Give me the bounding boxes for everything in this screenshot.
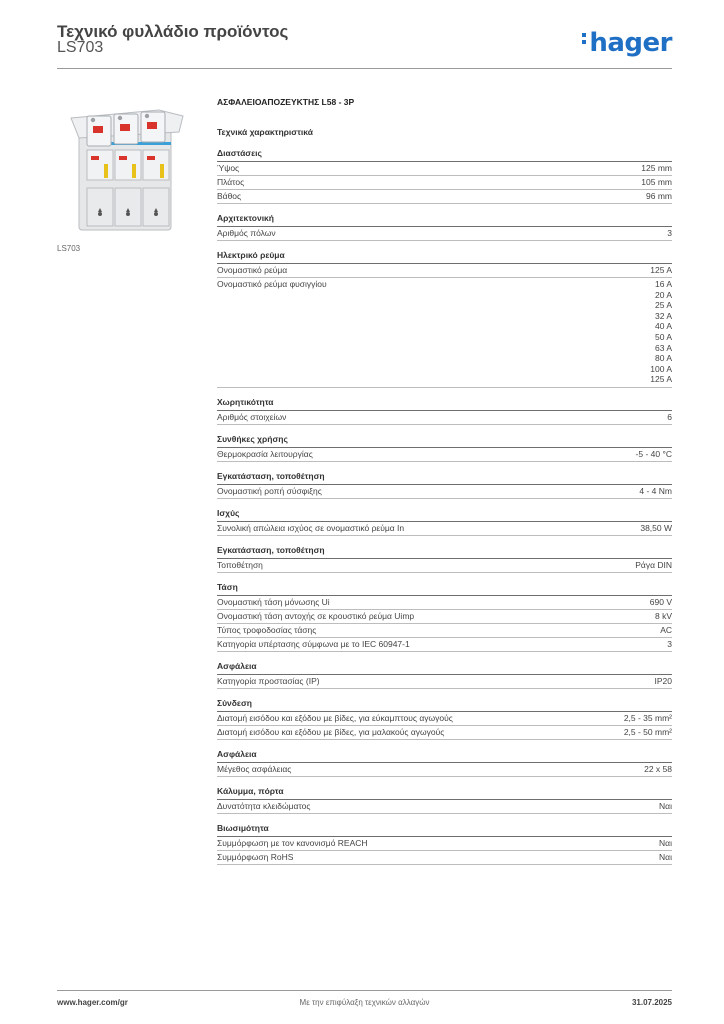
spec-group-title: Ηλεκτρικό ρεύμα bbox=[217, 250, 672, 264]
spec-group-title: Ασφάλεια bbox=[217, 661, 672, 675]
logo-text: hager bbox=[589, 28, 672, 58]
spec-row bbox=[217, 675, 672, 689]
spec-value: 2,5 - 35 mm² bbox=[623, 712, 672, 723]
spec-value: 8 kV bbox=[654, 610, 672, 621]
spec-group bbox=[217, 213, 672, 241]
spec-label: Ονομαστική τάση μόνωσης Ui bbox=[217, 596, 330, 607]
spec-row bbox=[217, 712, 672, 726]
spec-value: 3 bbox=[667, 638, 672, 649]
spec-value: 125 mm bbox=[641, 163, 672, 173]
spec-label: Θερμοκρασία λειτουργίας bbox=[217, 448, 313, 459]
spec-label: Αριθμός πόλων bbox=[217, 228, 276, 238]
spec-value: 80 A bbox=[654, 353, 672, 364]
spec-label: Κατηγορία προστασίας (IP) bbox=[217, 675, 320, 686]
spec-value: 96 mm bbox=[646, 191, 672, 201]
spec-group bbox=[217, 545, 672, 573]
spec-value: 40 A bbox=[654, 321, 672, 332]
spec-group bbox=[217, 749, 672, 777]
spec-row bbox=[217, 190, 672, 204]
spec-group-title: Εγκατάσταση, τοποθέτηση bbox=[217, 545, 672, 559]
footer-divider bbox=[57, 990, 672, 991]
spec-label: Διατομή εισόδου και εξόδου με βίδες, για μαλακούς αγωγούς bbox=[217, 726, 445, 737]
spec-group-title: Συνθήκες χρήσης bbox=[217, 434, 672, 448]
spec-group bbox=[217, 508, 672, 536]
spec-row bbox=[217, 559, 672, 573]
spec-row bbox=[217, 763, 672, 777]
spec-group-title: Ισχύς bbox=[217, 508, 672, 522]
spec-label: Κατηγορία υπέρτασης σύμφωνα με το IEC 60947-1 bbox=[217, 638, 410, 649]
spec-group bbox=[217, 434, 672, 462]
spec-row bbox=[217, 638, 672, 652]
spec-label: Ύψος bbox=[217, 163, 240, 173]
spec-value: 2,5 - 50 mm² bbox=[623, 726, 672, 737]
spec-value-list bbox=[650, 279, 672, 385]
spec-row bbox=[217, 278, 672, 388]
spec-group-title: Κάλυμμα, πόρτα bbox=[217, 786, 672, 800]
spec-label: Διατομή εισόδου και εξόδου με βίδες, για εύκαμπτους αγωγούς bbox=[217, 712, 453, 723]
spec-label: Μέγεθος ασφάλειας bbox=[217, 763, 292, 774]
spec-group bbox=[217, 823, 672, 865]
spec-value: 38,50 W bbox=[640, 522, 672, 533]
spec-value: IP20 bbox=[654, 675, 672, 686]
spec-group-title: Εγκατάσταση, τοποθέτηση bbox=[217, 471, 672, 485]
spec-value: 32 A bbox=[654, 310, 672, 321]
spec-group-title: Τάση bbox=[217, 582, 672, 596]
spec-label: Συμμόρφωση RoHS bbox=[217, 851, 294, 862]
spec-value: 125 A bbox=[650, 374, 672, 385]
spec-label: Ονομαστικό ρεύμα bbox=[217, 265, 288, 275]
spec-group bbox=[217, 471, 672, 499]
spec-row bbox=[217, 227, 672, 241]
spec-group bbox=[217, 698, 672, 740]
spec-label: Ονομαστικό ρεύμα φυσιγγίου bbox=[217, 279, 327, 289]
product-name: ΑΣΦΑΛΕΙΟΑΠΟΖΕΥΚΤΗΣ L58 - 3P bbox=[217, 97, 355, 107]
spec-label: Συνολική απώλεια ισχύος σε ονομαστικό ρεύμα In bbox=[217, 522, 405, 533]
spec-label: Ονομαστική τάση αντοχής σε κρουστικό ρεύμα Uimp bbox=[217, 610, 415, 621]
spec-value: 50 A bbox=[654, 331, 672, 342]
spec-row bbox=[217, 162, 672, 176]
spec-row bbox=[217, 726, 672, 740]
spec-group bbox=[217, 250, 672, 388]
page-footer bbox=[57, 998, 672, 1010]
spec-value: 100 A bbox=[650, 363, 672, 374]
spec-label: Τύπος τροφοδοσίας τάσης bbox=[217, 624, 317, 635]
spec-group bbox=[217, 582, 672, 652]
spec-label: Βάθος bbox=[217, 191, 242, 201]
spec-group bbox=[217, 148, 672, 204]
spec-value: 690 V bbox=[649, 596, 672, 607]
spec-group-title: Βιωσιμότητα bbox=[217, 823, 672, 837]
spec-group-title: Σύνδεση bbox=[217, 698, 672, 712]
spec-label: Ονομαστική ροπή σύσφιξης bbox=[217, 485, 322, 496]
spec-row bbox=[217, 624, 672, 638]
spec-row bbox=[217, 411, 672, 425]
spec-value: 63 A bbox=[654, 342, 672, 353]
spec-row bbox=[217, 176, 672, 190]
spec-value: 22 x 58 bbox=[644, 763, 672, 774]
spec-row bbox=[217, 522, 672, 536]
spec-value: 16 A bbox=[654, 279, 672, 289]
spec-value: Ναι bbox=[659, 837, 672, 848]
spec-row bbox=[217, 837, 672, 851]
spec-group-title: Ασφάλεια bbox=[217, 749, 672, 763]
spec-group-title: Χωρητικότητα bbox=[217, 397, 672, 411]
spec-group bbox=[217, 786, 672, 814]
spec-group bbox=[217, 397, 672, 425]
spec-row bbox=[217, 485, 672, 499]
page-header bbox=[57, 18, 672, 70]
spec-label: Συμμόρφωση με τον κανονισμό REACH bbox=[217, 837, 368, 848]
spec-value: Ράγα DIN bbox=[635, 559, 672, 570]
spec-value: Ναι bbox=[659, 800, 672, 811]
spec-label: Τοποθέτηση bbox=[217, 559, 263, 570]
document-title: Τεχνικό φυλλάδιο προϊόντος bbox=[57, 22, 289, 41]
spec-value: -5 - 40 °C bbox=[635, 448, 672, 459]
fuse-disconnector-image bbox=[57, 96, 197, 236]
spec-value: AC bbox=[660, 624, 672, 635]
spec-label: Δυνατότητα κλειδώματος bbox=[217, 800, 311, 811]
spec-value: 6 bbox=[667, 411, 672, 422]
footer-note: Με την επιφύλαξη τεχνικών αλλαγών bbox=[299, 998, 430, 1007]
footer-date: 31.07.2025 bbox=[631, 998, 672, 1007]
spec-group-title: Αρχιτεκτονική bbox=[217, 213, 672, 227]
spec-row bbox=[217, 851, 672, 865]
spec-row bbox=[217, 596, 672, 610]
logo-dots-icon bbox=[582, 30, 587, 47]
spec-label: Πλάτος bbox=[217, 177, 245, 187]
spec-value: 105 mm bbox=[641, 177, 672, 187]
header-divider bbox=[57, 68, 672, 69]
spec-value: 3 bbox=[667, 228, 672, 238]
spec-row bbox=[217, 448, 672, 462]
document-subtitle: LS703 bbox=[57, 39, 104, 56]
spec-group bbox=[217, 661, 672, 689]
spec-group-title: Διαστάσεις bbox=[217, 148, 672, 162]
spec-groups bbox=[217, 148, 672, 865]
website-link[interactable]: www.hager.com/gr bbox=[57, 998, 128, 1007]
specifications-panel bbox=[217, 96, 672, 874]
spec-value: 25 A bbox=[654, 300, 672, 311]
spec-label: Αριθμός στοιχείων bbox=[217, 411, 287, 422]
spec-value: 4 - 4 Nm bbox=[639, 485, 672, 496]
spec-value: Ναι bbox=[659, 851, 672, 862]
spec-row bbox=[217, 800, 672, 814]
spec-row bbox=[217, 264, 672, 278]
spec-value: 125 A bbox=[650, 265, 672, 275]
image-caption: LS703 bbox=[57, 244, 81, 253]
hager-logo bbox=[582, 28, 672, 58]
spec-value: 20 A bbox=[654, 289, 672, 300]
specs-section-title: Τεχνικά χαρακτηριστικά bbox=[217, 127, 313, 137]
spec-row bbox=[217, 610, 672, 624]
